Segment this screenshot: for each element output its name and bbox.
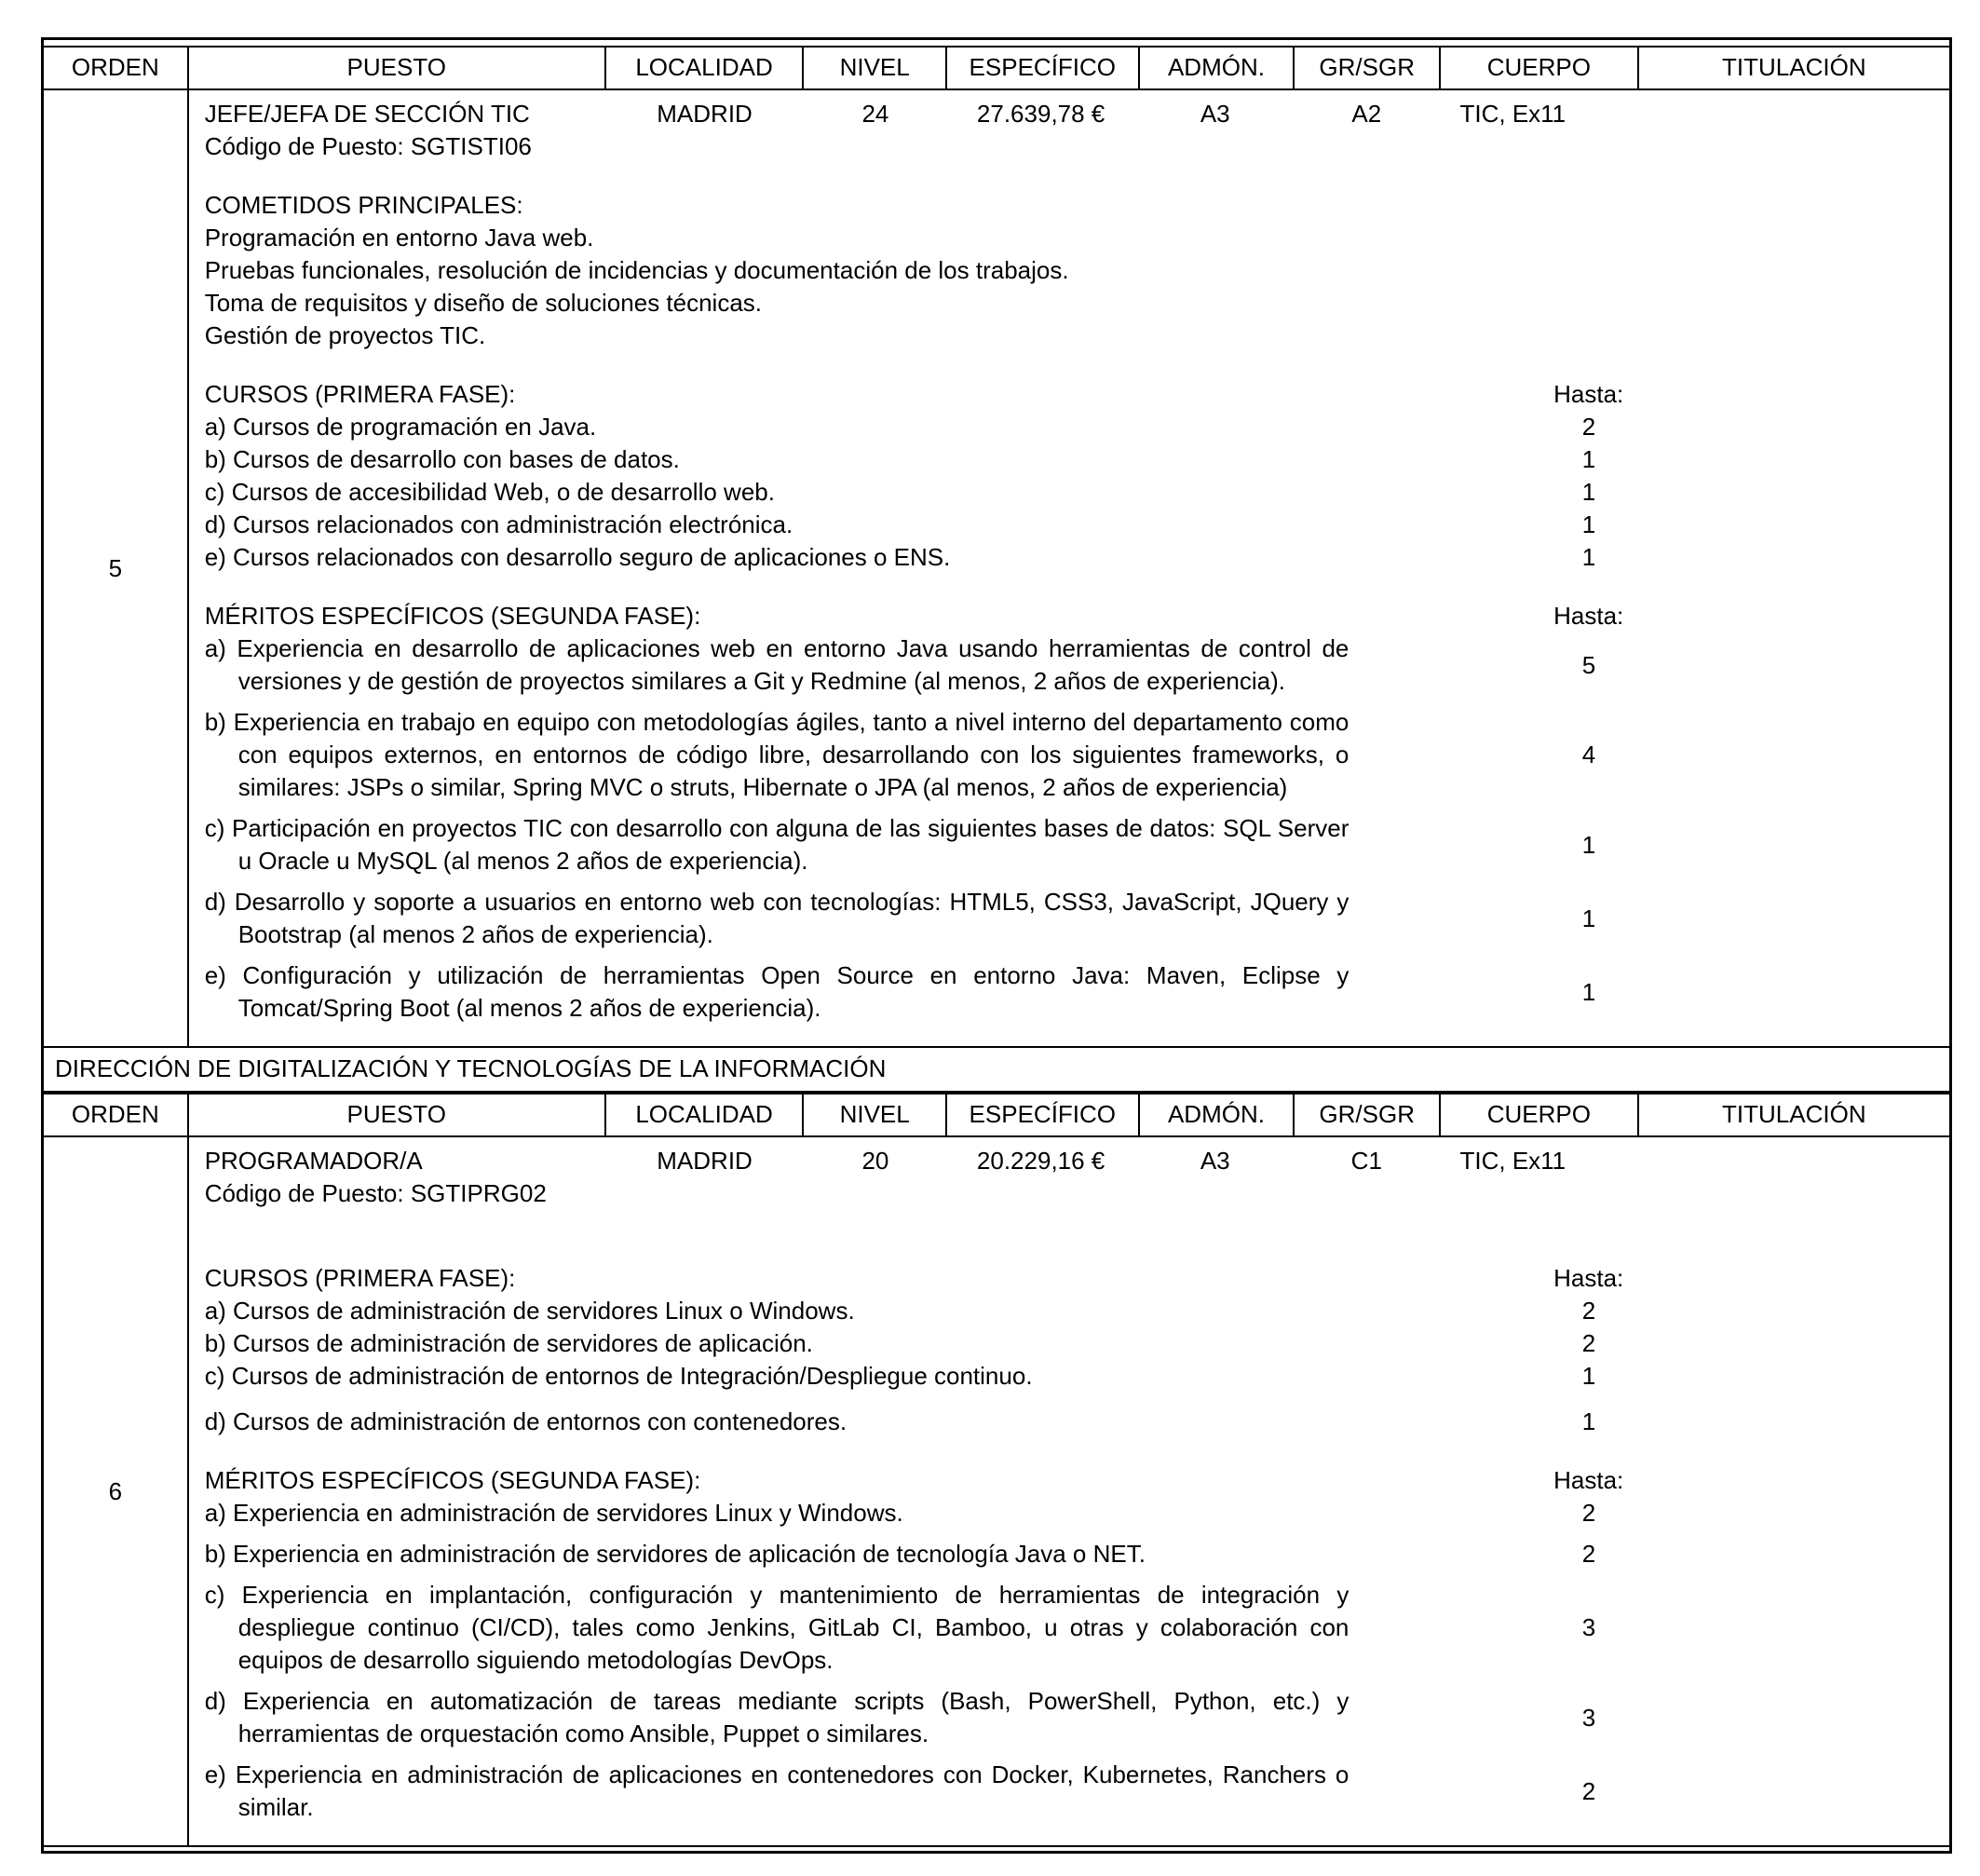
merito-item-value: 1 [1581, 977, 1596, 1006]
column-header-row-2 [44, 1093, 1949, 1137]
hasta-label: Hasta: [1553, 602, 1624, 630]
meritos-title: MÉRITOS ESPECÍFICOS (SEGUNDA FASE): [204, 1466, 701, 1494]
curso-item-value: 2 [1581, 1329, 1596, 1357]
merito-item-text: d) Experiencia en automatización de tareas mediante scripts (Bash, PowerShell, Python, etc.) y herramientas de orquestación como Ansible, Puppet o similares. [204, 1687, 1349, 1747]
col-header-nivel: NIVEL [804, 48, 947, 88]
hasta-label: Hasta: [1553, 380, 1624, 408]
merito-item-value: 2 [1581, 1776, 1596, 1805]
curso-item [189, 1406, 1949, 1438]
curso-item-text: b) Cursos de administración de servidores de aplicación. [204, 1329, 813, 1357]
job-postings-table [41, 37, 1952, 1854]
meritos-heading-row [189, 600, 1949, 632]
orden-number: 5 [44, 90, 189, 1046]
localidad-value: MADRID [657, 1147, 753, 1175]
especifico-value: 20.229,16 € [976, 1147, 1105, 1175]
column-header-row-1 [44, 46, 1949, 90]
curso-item [189, 509, 1949, 541]
curso-item-text: b) Cursos de desarrollo con bases de datos. [204, 445, 680, 473]
col-header-especifico: ESPECÍFICO [947, 48, 1140, 88]
curso-item [189, 1295, 1949, 1327]
merito-item-value: 2 [1581, 1540, 1596, 1568]
curso-item-text: c) Cursos de accesibilidad Web, o de desarrollo web. [204, 478, 775, 506]
col-header-orden: ORDEN [44, 1094, 189, 1135]
puesto-name: PROGRAMADOR/A [204, 1147, 423, 1175]
merito-item [189, 1538, 1949, 1570]
merito-item [189, 1579, 1949, 1677]
cometido-line: Programación en entorno Java web. [204, 224, 594, 251]
curso-item [189, 476, 1949, 509]
cometido-line: Gestión de proyectos TIC. [204, 321, 486, 349]
col-header-puesto: PUESTO [189, 48, 606, 88]
job-summary-line [189, 1145, 1949, 1177]
merito-item-value: 3 [1581, 1703, 1596, 1732]
merito-item-value: 3 [1581, 1613, 1596, 1641]
grsgr-value: A2 [1351, 100, 1382, 128]
merito-item [189, 886, 1949, 951]
curso-item-text: d) Cursos de administración de entornos con contenedores. [204, 1407, 848, 1435]
col-header-admon: ADMÓN. [1140, 1094, 1295, 1135]
curso-item-value: 1 [1581, 510, 1596, 538]
curso-item-value: 1 [1581, 543, 1596, 571]
merito-item-text: a) Experiencia en desarrollo de aplicaciones web en entorno Java usando herramientas de control de versiones y de gestión de proyectos similares a Git y Redmine (al menos, 2 años de experiencia). [204, 634, 1349, 695]
col-header-grsgr: GR/SGR [1295, 48, 1441, 88]
cometido-line: Toma de requisitos y diseño de soluciones técnicas. [204, 289, 763, 317]
codigo-puesto: Código de Puesto: SGTISTI06 [204, 132, 532, 160]
job-row-6-content [189, 1137, 1949, 1845]
spacer [189, 352, 1949, 378]
merito-item-text: a) Experiencia en administración de servidores Linux y Windows. [204, 1499, 903, 1527]
merito-item [189, 1497, 1949, 1529]
merito-item-text: e) Configuración y utilización de herramientas Open Source en entorno Java: Maven, Eclipse y Tomcat/Spring Boot (al menos 2 años de experiencia). [204, 961, 1349, 1022]
spacer [189, 1438, 1949, 1464]
col-header-especifico: ESPECÍFICO [947, 1094, 1140, 1135]
cuerpo-value: TIC, Ex11 [1459, 1147, 1566, 1175]
admon-value: A3 [1200, 1147, 1230, 1175]
cursos-heading-row [189, 378, 1949, 411]
meritos-heading-row [189, 1464, 1949, 1497]
col-header-orden: ORDEN [44, 48, 189, 88]
curso-item-value: 1 [1581, 1362, 1596, 1390]
job-row-5 [44, 90, 1949, 1048]
merito-item-value: 2 [1581, 1499, 1596, 1527]
spacer [189, 1236, 1949, 1262]
merito-item [189, 632, 1949, 698]
orden-number: 6 [44, 1137, 189, 1845]
merito-item-text: b) Experiencia en trabajo en equipo con metodologías ágiles, tanto a nivel interno del departamento como con equipos externos, en entornos de código libre, desarrollando con los siguientes frameworks, o similares: JSPs o similar, Spring MVC o struts, Hibernate o JPA (al menos, 2 años de experiencia) [204, 708, 1349, 801]
localidad-value: MADRID [657, 100, 753, 128]
cursos-title: CURSOS (PRIMERA FASE): [204, 380, 516, 408]
col-header-titulacion: TITULACIÓN [1722, 1100, 1866, 1128]
curso-item-text: d) Cursos relacionados con administración electrónica. [204, 510, 793, 538]
spacer [189, 1210, 1949, 1236]
merito-item [189, 706, 1949, 804]
curso-item-text: a) Cursos de administración de servidores Linux o Windows. [204, 1297, 855, 1325]
nivel-value: 24 [861, 100, 889, 128]
merito-item-text: c) Participación en proyectos TIC con desarrollo con alguna de las siguientes bases de datos: SQL Server u Oracle u MySQL (al menos 2 años de experiencia). [204, 814, 1349, 875]
curso-item [189, 443, 1949, 476]
spacer [189, 163, 1949, 189]
job-row-5-content [189, 90, 1949, 1046]
meritos-title: MÉRITOS ESPECÍFICOS (SEGUNDA FASE): [204, 602, 701, 630]
cursos-title: CURSOS (PRIMERA FASE): [204, 1264, 516, 1292]
merito-item [189, 812, 1949, 877]
curso-item-value: 1 [1581, 478, 1596, 506]
admon-value: A3 [1200, 100, 1230, 128]
curso-item-text: e) Cursos relacionados con desarrollo seguro de aplicaciones o ENS. [204, 543, 951, 571]
grsgr-value: C1 [1350, 1147, 1382, 1175]
job-summary-line [189, 98, 1949, 130]
merito-item-value: 1 [1581, 830, 1596, 859]
col-header-localidad: LOCALIDAD [606, 48, 805, 88]
merito-item-text: d) Desarrollo y soporte a usuarios en entorno web con tecnologías: HTML5, CSS3, JavaScript, JQuery y Bootstrap (al menos 2 años de experiencia). [204, 888, 1349, 948]
cometidos-title: COMETIDOS PRINCIPALES: [204, 191, 523, 219]
curso-item-value: 2 [1581, 413, 1596, 441]
col-header-admon: ADMÓN. [1140, 48, 1295, 88]
spacer [189, 574, 1949, 600]
especifico-value: 27.639,78 € [976, 100, 1105, 128]
curso-item-value: 1 [1581, 1407, 1596, 1435]
nivel-value: 20 [861, 1147, 889, 1175]
merito-item [189, 1685, 1949, 1750]
col-header-cuerpo: CUERPO [1441, 1094, 1639, 1135]
cursos-heading-row [189, 1262, 1949, 1295]
curso-item [189, 1327, 1949, 1360]
col-header-grsgr: GR/SGR [1295, 1094, 1441, 1135]
col-header-puesto: PUESTO [189, 1094, 606, 1135]
curso-item [189, 1360, 1949, 1393]
merito-item-text: c) Experiencia en implantación, configuración y mantenimiento de herramientas de integración y despliegue continuo (CI/CD), tales como Jenkins, GitLab CI, Bamboo, u otras y colaboración con equipos de desarrollo siguiendo metodologías DevOps. [204, 1581, 1349, 1674]
puesto-name: JEFE/JEFA DE SECCIÓN TIC [204, 100, 530, 128]
section-header: DIRECCIÓN DE DIGITALIZACIÓN Y TECNOLOGÍAS DE LA INFORMACIÓN [44, 1048, 1949, 1093]
codigo-puesto: Código de Puesto: SGTIPRG02 [204, 1179, 547, 1207]
hasta-label: Hasta: [1553, 1264, 1624, 1292]
curso-item-text: a) Cursos de programación en Java. [204, 413, 597, 441]
hasta-label: Hasta: [1553, 1466, 1624, 1494]
merito-item-value: 4 [1581, 741, 1596, 768]
curso-item [189, 541, 1949, 574]
col-header-nivel: NIVEL [804, 1094, 947, 1135]
merito-item-text: e) Experiencia en administración de aplicaciones en contenedores con Docker, Kubernetes, Ranchers o similar. [204, 1760, 1349, 1821]
merito-item-value: 5 [1581, 650, 1596, 679]
curso-item-value: 1 [1581, 445, 1596, 473]
cometido-line: Pruebas funcionales, resolución de incidencias y documentación de los trabajos. [204, 256, 1069, 284]
merito-item-text: b) Experiencia en administración de servidores de aplicación de tecnología Java o NET. [204, 1540, 1146, 1568]
merito-item-value: 1 [1581, 904, 1596, 932]
job-row-6 [44, 1137, 1949, 1847]
curso-item [189, 411, 1949, 443]
curso-item-value: 2 [1581, 1297, 1596, 1325]
curso-item-text: c) Cursos de administración de entornos de Integración/Despliegue continuo. [204, 1362, 1033, 1390]
col-header-titulacion: TITULACIÓN [1722, 53, 1866, 81]
merito-item [189, 959, 1949, 1025]
col-header-localidad: LOCALIDAD [606, 1094, 805, 1135]
col-header-cuerpo: CUERPO [1441, 48, 1639, 88]
cuerpo-value: TIC, Ex11 [1459, 100, 1566, 128]
merito-item [189, 1759, 1949, 1824]
